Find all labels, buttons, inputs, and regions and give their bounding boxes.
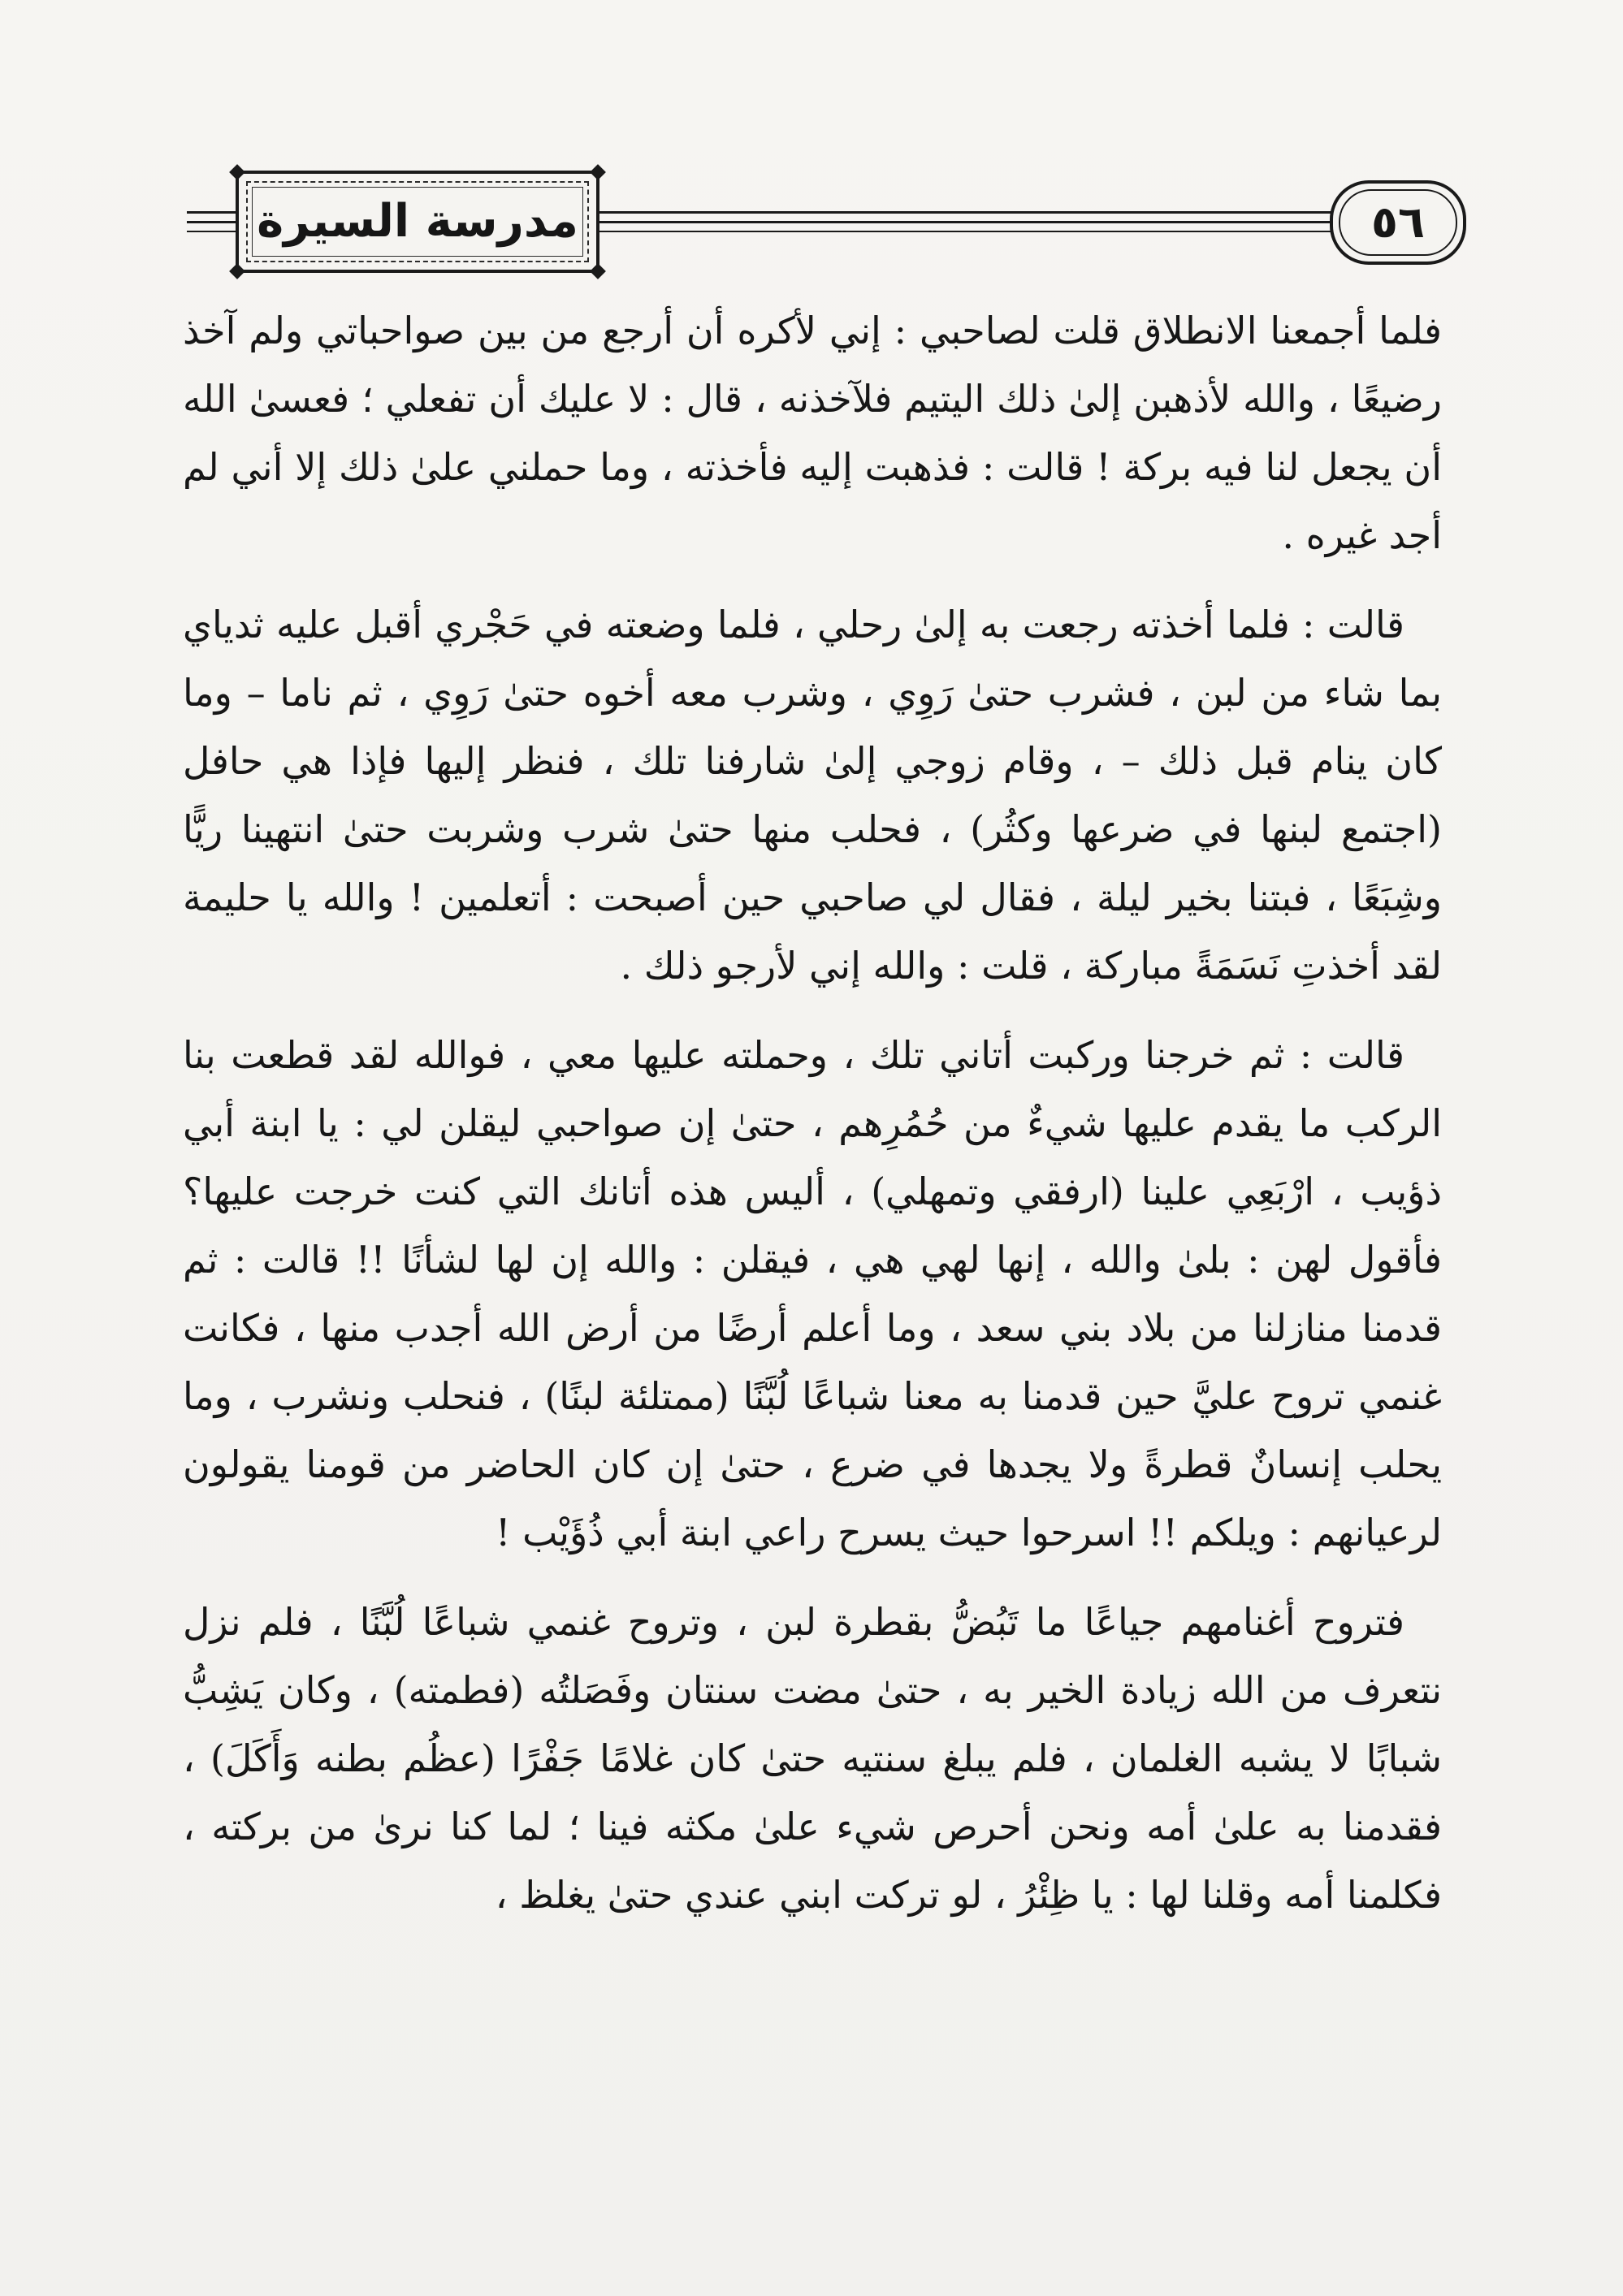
page-body: [183, 296, 1442, 1950]
paragraph: قالت : فلما أخذته رجعت به إلىٰ رحلي ، فلما وضعته في حَجْري أقبل عليه ثدياي بما شاء من لبن ، فشرب حتىٰ رَوِي ، وشرب معه أخوه حتىٰ رَوِي ، ثم ناما – وما كان ينام قبل ذلك – ، وقام زوجي إلىٰ شارفنا تلك ، فنظر إليها فإذا هي حافل (اجتمع لبنها في ضرعها وكثُر) ، فحلب منها حتىٰ شرب وشربت حتىٰ انتهينا ريًّا وشِبَعًا ، فبتنا بخير ليلة ، فقال لي صاحبي حين أصبحت : أتعلمين ! والله يا حليمة لقد أخذتِ نَسَمَةً مباركة ، قلت : والله إني لأرجو ذلك .: [183, 603, 1442, 988]
ornament-corner: [590, 263, 606, 279]
book-title: مدرسة السيرة: [257, 195, 578, 248]
ornament-corner: [590, 164, 606, 180]
paragraph: فتروح أغنامهم جياعًا ما تَبُضُّ بقطرة لبن ، وتروح غنمي شباعًا لُبَّنًا ، فلم نزل نتعرف من الله زيادة الخير به ، حتىٰ مضت سنتان وفَصَلتُه (فطمته) ، وكان يَشِبُّ شبابًا لا يشبه الغلمان ، فلم يبلغ سنتيه حتىٰ كان غلامًا جَفْرًا (عظُم بطنه وَأَكَلَ) ، فقدمنا به علىٰ أمه ونحن أحرص شيء علىٰ مكثه فينا ؛ لما كنا نرىٰ من بركته ، فكلمنا أمه وقلنا لها : يا ظِئْرُ ، لو تركت ابني عندي حتىٰ يغلظ ،: [183, 1600, 1442, 1917]
ornament-corner: [229, 263, 245, 279]
book-title-frame: [236, 171, 599, 273]
ornament-corner: [229, 164, 245, 180]
page-number: ٥٦: [1371, 197, 1425, 248]
header-rule-left-bottom: [187, 231, 236, 232]
header-rule-left-middle: [187, 221, 236, 223]
header-rule-bottom: [593, 231, 1336, 232]
page-header: [187, 162, 1466, 276]
paragraph: قالت : ثم خرجنا وركبت أتاني تلك ، وحملته عليها معي ، فوالله لقد قطعت بنا الركب ما يقدم عليها شيءٌ من حُمُرِهم ، حتىٰ إن صواحبي ليقلن لي : يا ابنة أبي ذؤيب ، ارْبَعِي علينا (ارفقي وتمهلي) ، أليس هذه أتانك التي كنت خرجت عليها؟ فأقول لهن : بلىٰ والله ، إنها لهي هي ، فيقلن : والله إن لها لشأنًا !! قالت : ثم قدمنا منازلنا من بلاد بني سعد ، وما أعلم أرضًا من أرض الله أجدب منها ، فكانت غنمي تروح عليَّ حين قدمنا به معنا شباعًا لُبَّنًا (ممتلئة لبنًا) ، فنحلب ونشرب ، وما يحلب إنسانٌ قطرةً ولا يجدها في ضرع ، حتىٰ إن كان الحاضر من قومنا يقولون لرعيانهم : ويلكم !! اسرحوا حيث يسرح راعي ابنة أبي ذُؤَيْب !: [183, 1033, 1442, 1554]
header-rule-middle: [593, 221, 1336, 223]
header-rule-top: [593, 211, 1336, 214]
header-rule-left-top: [187, 211, 236, 214]
page-number-frame: [1330, 180, 1466, 265]
paragraph: فلما أجمعنا الانطلاق قلت لصاحبي : إني لأكره أن أرجع من بين صواحباتي ولم آخذ رضيعًا ، والله لأذهبن إلىٰ ذلك اليتيم فلآخذنه ، قال : لا عليك أن تفعلي ؛ فعسىٰ الله أن يجعل لنا فيه بركة ! قالت : فذهبت إليه فأخذته ، وما حملني علىٰ ذلك إلا أني لم أجد غيره .: [183, 309, 1442, 557]
